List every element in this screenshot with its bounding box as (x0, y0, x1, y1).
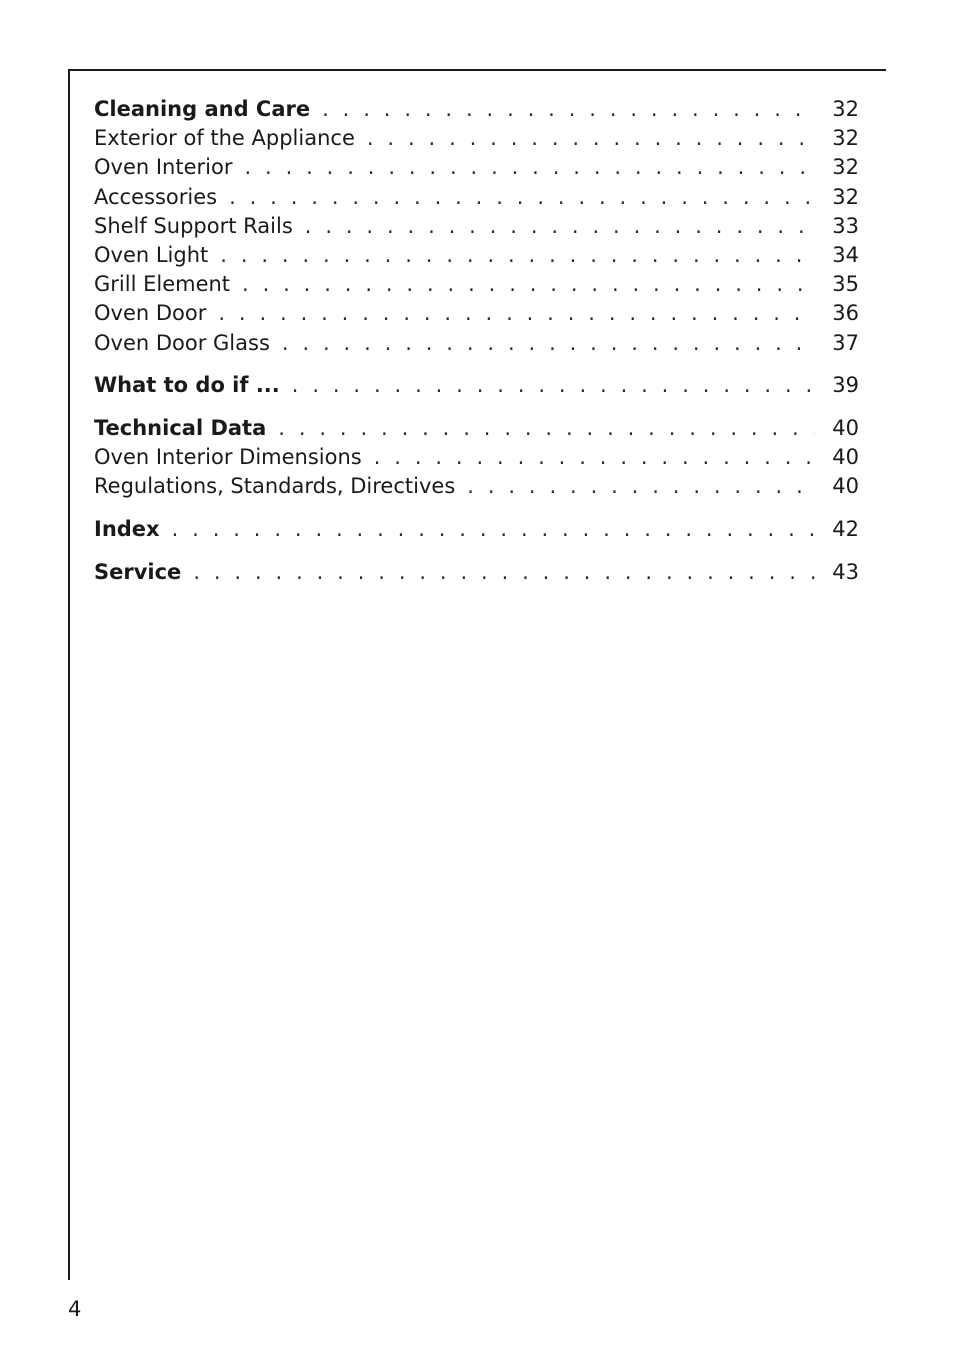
toc-dot-leader (282, 329, 815, 358)
toc-entry-page: 40 (832, 474, 859, 499)
toc-entry-title: Oven Light (94, 242, 209, 267)
toc-dot-leader (193, 558, 815, 587)
toc-entry-page: 33 (832, 213, 859, 238)
toc-entry-exterior-of-the-appliance (94, 124, 859, 153)
toc-entry-title: Oven Door Glass (94, 330, 270, 355)
toc-entry-title: What to do if ... (94, 373, 280, 398)
toc-dot-leader (292, 371, 815, 400)
toc-entry-title: Oven Door (94, 301, 207, 326)
toc-entry-oven-door-glass (94, 329, 859, 358)
toc-entry-page: 32 (832, 184, 859, 209)
toc-entry-oven-interior-dimensions (94, 443, 859, 472)
toc-dot-leader (242, 270, 815, 299)
toc-entry-page: 39 (832, 373, 859, 398)
toc-entry-page: 32 (832, 155, 859, 180)
page-number: 4 (68, 1297, 82, 1321)
toc-entry-page: 35 (832, 272, 859, 297)
toc-entry-page: 32 (832, 126, 859, 151)
toc-dot-leader (218, 299, 815, 328)
toc-dot-leader (305, 212, 815, 241)
toc-entry-oven-light (94, 241, 859, 270)
toc-entry-title: Cleaning and Care (94, 97, 311, 121)
toc-entry-page: 34 (832, 242, 859, 267)
toc-entry-page: 32 (832, 97, 859, 121)
toc-entry-title: Grill Element (94, 272, 231, 297)
toc-entry-regulations-standards-directives (94, 472, 859, 501)
toc-dot-leader (172, 515, 815, 544)
toc-entry-grill-element (94, 270, 859, 299)
toc-entry-title: Technical Data (94, 415, 267, 440)
toc-entry-title: Exterior of the Appliance (94, 126, 355, 151)
toc-dot-leader (220, 241, 815, 270)
toc-entry-what-to-do-if (94, 371, 859, 400)
toc-entry-service (94, 558, 859, 587)
toc-entry-title: Accessories (94, 184, 218, 209)
toc-entry-title: Regulations, Standards, Directives (94, 474, 456, 499)
toc-dot-leader (374, 443, 815, 472)
top-rule (68, 69, 886, 71)
toc-dot-leader (367, 124, 815, 153)
toc-entry-page: 42 (832, 516, 859, 541)
toc-entry-shelf-support-rails (94, 212, 859, 241)
toc-dot-leader (244, 153, 815, 182)
toc-entry-title: Oven Interior Dimensions (94, 445, 362, 470)
toc-entry-index (94, 515, 859, 544)
toc-entry-page: 36 (832, 301, 859, 326)
toc-entry-title: Oven Interior (94, 155, 233, 180)
toc-dot-leader (322, 95, 815, 124)
table-of-contents (94, 95, 859, 587)
toc-entry-title: Service (94, 559, 182, 584)
toc-entry-title: Index (94, 516, 160, 541)
toc-entry-page: 43 (832, 559, 859, 584)
toc-entry-technical-data (94, 414, 859, 443)
toc-dot-leader (229, 183, 815, 212)
toc-dot-leader (278, 414, 815, 443)
toc-entry-page: 40 (832, 415, 859, 440)
toc-entry-oven-door (94, 299, 859, 328)
toc-entry-page: 40 (832, 445, 859, 470)
left-rule (68, 69, 70, 1280)
toc-entry-accessories (94, 183, 859, 212)
toc-dot-leader (467, 472, 815, 501)
toc-entry-cleaning-and-care (94, 95, 859, 124)
toc-entry-title: Shelf Support Rails (94, 213, 293, 238)
toc-entry-page: 37 (832, 330, 859, 355)
toc-entry-oven-interior (94, 153, 859, 182)
